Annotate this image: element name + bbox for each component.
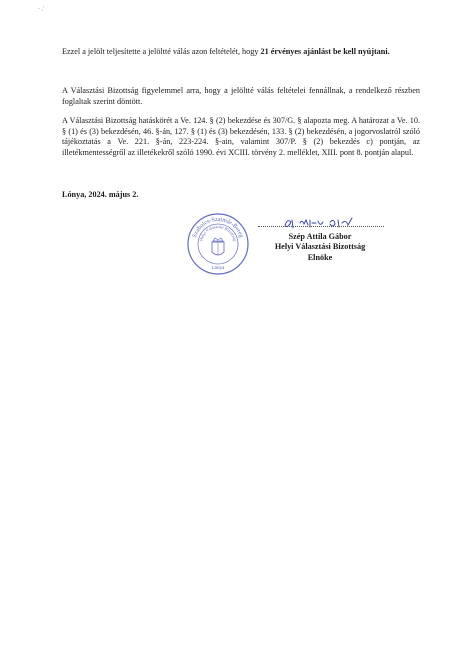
handwritten-signature [282, 214, 360, 234]
signatory-title: Elnöke [307, 252, 333, 262]
signatory-name: Szép Attila Gábor [288, 232, 352, 241]
signature-block [240, 232, 400, 263]
corner-mark: - ,' [38, 6, 45, 12]
place-date: Lónya, 2024. május 2. [62, 190, 139, 199]
stamp-bottom-text: Lónya [211, 266, 225, 271]
signatory-organization: Helyi Választási Bizottság [274, 242, 366, 252]
paragraph-endorsement [62, 47, 420, 58]
paragraph-endorsement-text: Ezzel a jelölt teljesítette a jelöltté válás azon feltételét, hogy [62, 47, 261, 56]
stamp-outer-text: Szabolcs-Szatmár-Bereg [192, 216, 244, 239]
signature-line [258, 226, 384, 227]
paragraph-decision: A Választási Bizottság figyelemmel arra, hogy a jelöltté válás feltételei fennállnak, a rendelkező részben foglaltak szerint döntött. [62, 86, 420, 106]
paragraph-legal-basis: A Választási Bizottság hatáskörét a Ve. 124. § (2) bekezdése és 307/G. § alapozta meg. A határozat a Ve. 10. § (1) és (3) bekezdésén, 46. §-án, 127. § (1) és (3) bekezdésén, 133. § (2) bekezdésén, a jogorvoslatról szóló tájékoztatás a Ve. 221. §-án, 223-224. §-ain, valamint 307/P. § (2) bekezdés c) pontján, az illetékmentességről az illetékekről szóló 1990. évi XCIII. törvény 2. melléklet, XIII. pont 8. pontján alapul. [62, 116, 420, 157]
coat-of-arms-icon [212, 238, 224, 255]
paragraph-endorsement-bold: 21 érvényes ajánlást be kell nyújtani. [260, 47, 390, 56]
stamp-inner-text: Helyi Választási Bizottság [198, 223, 238, 242]
